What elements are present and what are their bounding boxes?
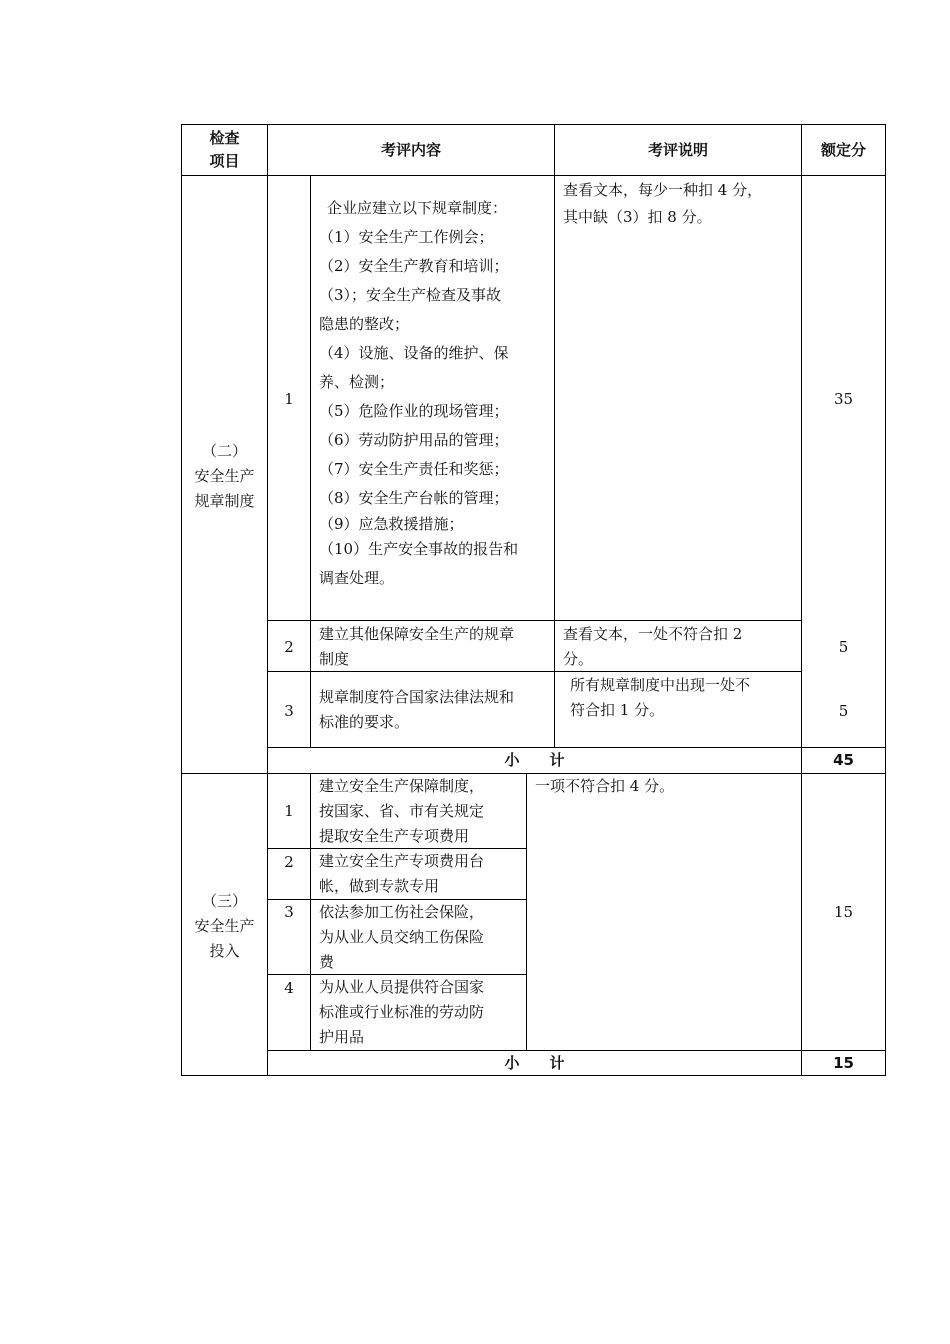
content-line: （8）安全生产台帐的管理；: [319, 489, 509, 507]
row-number: 1: [284, 390, 294, 408]
content-line: （10）生产安全事故的报告和: [319, 540, 519, 558]
row-content: [319, 975, 525, 1050]
col-rule: [267, 124, 268, 1076]
col-rule: [310, 620, 311, 748]
row-number: 2: [284, 638, 294, 656]
row-number: 1: [284, 802, 294, 820]
content-line: （7）安全生产责任和奖惩；: [319, 460, 509, 478]
section-title-line: 安全生产: [194, 916, 255, 935]
description-line: 其中缺（3）扣 8 分。: [563, 208, 712, 226]
description-line: 分。: [563, 650, 594, 668]
section3-score: 15: [833, 903, 854, 921]
table-border-right: [885, 124, 886, 1076]
row-content: [319, 685, 551, 735]
description-line: 符合扣 1 分。: [570, 701, 665, 719]
row-content: [319, 849, 525, 899]
content-line: （9）应急救援措施；: [319, 515, 464, 533]
header-item-line: 项目: [209, 152, 240, 170]
content-line: 护用品: [319, 1028, 365, 1046]
row-description: [570, 673, 799, 723]
content-line: （2）安全生产教育和培训；: [319, 257, 509, 275]
content-line: （5）危险作业的现场管理；: [319, 402, 509, 420]
section-title-line: 规章制度: [194, 491, 255, 510]
content-line: 养、检测；: [319, 373, 395, 391]
content-line: 规章制度符合国家法律法规和: [319, 688, 515, 706]
description-line: 所有规章制度中出现一处不: [570, 676, 751, 694]
content-line: 费: [319, 953, 335, 971]
content-line: 为从业人员提供符合国家: [319, 978, 485, 996]
section3-title: [182, 886, 267, 966]
row-number: 2: [284, 853, 294, 871]
content-line: 标准或行业标准的劳动防: [319, 1003, 485, 1021]
subtotal-label: 小 计: [504, 751, 565, 769]
section2-title: [182, 436, 267, 516]
content-line: （4）设施、设备的维护、保: [319, 344, 509, 362]
header-item-line: 检查: [209, 129, 240, 147]
section-title-line: （二）: [201, 441, 247, 460]
content-line: 标准的要求。: [319, 713, 410, 731]
content-line: （3）；安全生产检查及事故: [319, 286, 502, 304]
section3-description: 一项不符合扣 4 分。: [535, 777, 675, 795]
col-rule: [526, 773, 527, 1051]
content-line: 建立安全生产保障制度，: [319, 777, 485, 795]
content-line: （6）劳动防护用品的管理；: [319, 431, 509, 449]
row-number: 3: [284, 702, 294, 720]
header-item: [182, 125, 267, 175]
content-line: 制度: [319, 650, 350, 668]
content-line: 企业应建立以下规章制度：: [327, 199, 508, 217]
content-line: 提取安全生产专项费用: [319, 827, 470, 845]
header-content: 考评内容: [380, 140, 441, 159]
section-title-line: （三）: [201, 891, 247, 910]
row-score: 35: [833, 390, 854, 408]
header-description: 考评说明: [647, 140, 708, 159]
section-title-line: 安全生产: [194, 466, 255, 485]
description-line: 查看文本，一处不符合扣 2: [563, 625, 743, 643]
content-line: 按国家、省、市有关规定: [319, 802, 485, 820]
content-line: 依法参加工伤社会保险，: [319, 903, 485, 921]
content-line: 隐患的整改；: [319, 315, 410, 333]
section-title-line: 投入: [209, 941, 240, 960]
content-line: 建立其他保障安全生产的规章: [319, 625, 515, 643]
col-rule: [554, 620, 555, 748]
col-rule: [554, 175, 555, 621]
content-line: 帐，做到专款专用: [319, 877, 440, 895]
row-content: [319, 194, 551, 593]
subtotal-score: 45: [833, 751, 854, 769]
row-number: 4: [284, 979, 294, 997]
subtotal-label: 小 计: [504, 1053, 565, 1072]
row-rule: [267, 620, 801, 621]
description-line: 查看文本，每少一种扣 4 分，: [563, 181, 763, 199]
col-rule: [310, 175, 311, 621]
row-description: [563, 177, 799, 231]
content-line: （1）安全生产工作例会；: [319, 228, 494, 246]
row-description: [563, 622, 799, 672]
col-rule: [310, 773, 311, 1051]
header-bottom-rule: [181, 175, 886, 176]
content-line: 为从业人员交纳工伤保险: [319, 928, 485, 946]
row-score: 5: [838, 702, 849, 720]
row-content: [319, 622, 551, 672]
row-content: [319, 774, 525, 849]
row-score: 5: [838, 638, 849, 656]
row-content: [319, 900, 525, 975]
header-score: 额定分: [820, 140, 866, 159]
subtotal-score: 15: [833, 1053, 854, 1072]
col-rule: [801, 124, 802, 1076]
row-number: 3: [284, 903, 294, 921]
content-line: 建立安全生产专项费用台: [319, 852, 485, 870]
content-line: 调查处理。: [319, 569, 395, 587]
